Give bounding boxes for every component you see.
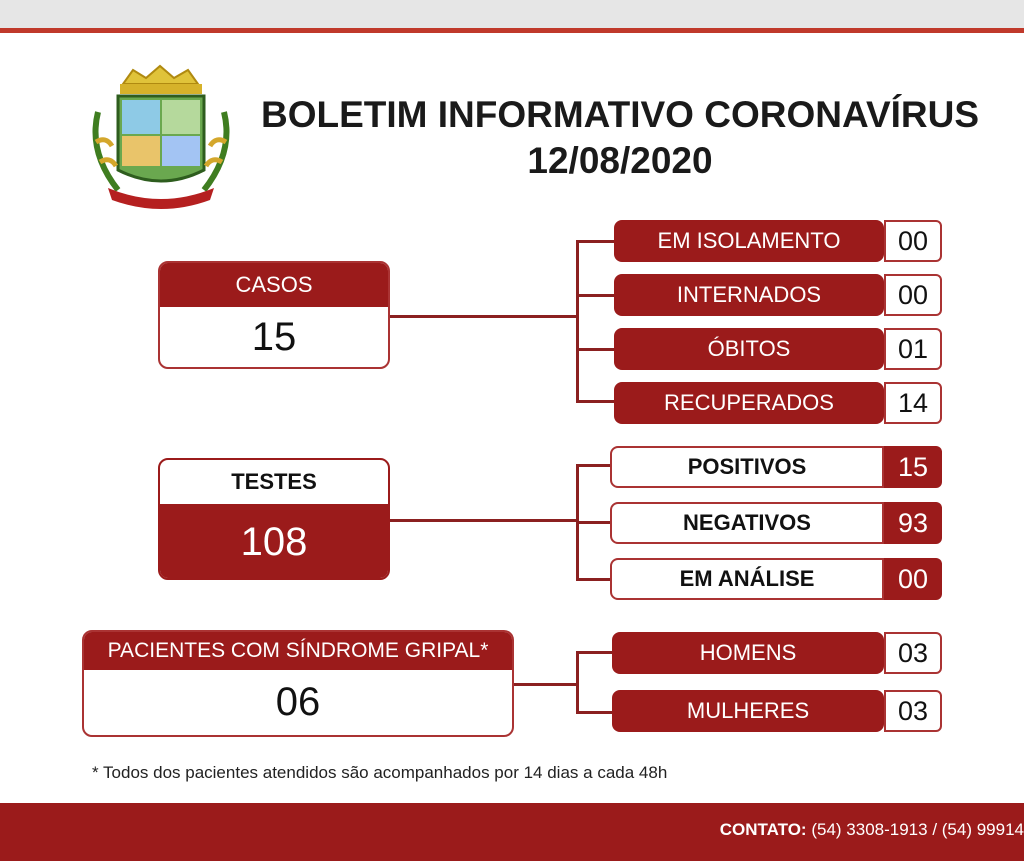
tick bbox=[576, 400, 616, 403]
tick bbox=[576, 294, 616, 297]
tick bbox=[576, 464, 612, 467]
testes-header: TESTES bbox=[231, 469, 317, 494]
contact-phones: (54) 3308-1913 / (54) 99914 bbox=[811, 820, 1024, 839]
top-bar bbox=[0, 0, 1024, 28]
stat-value-em-isolamento: 00 bbox=[884, 220, 942, 262]
tick bbox=[576, 348, 616, 351]
testes-card bbox=[158, 458, 390, 580]
stat-label-positivos: POSITIVOS bbox=[610, 446, 884, 488]
gripal-bracket bbox=[576, 651, 579, 713]
contact-label: CONTATO: bbox=[719, 820, 807, 839]
casos-value: 15 bbox=[251, 314, 297, 359]
stat-value-recuperados: 14 bbox=[884, 382, 942, 424]
footnote: * Todos dos pacientes atendidos são acompanhados por 14 dias a cada 48h bbox=[92, 763, 668, 782]
title-text: BOLETIM INFORMATIVO CORONAVÍRUS bbox=[260, 94, 980, 135]
stat-label-mulheres: MULHERES bbox=[612, 690, 884, 732]
testes-value: 108 bbox=[160, 504, 388, 580]
casos-header: CASOS bbox=[160, 263, 388, 307]
tick bbox=[576, 711, 614, 714]
stat-label-recuperados: RECUPERADOS bbox=[614, 382, 884, 424]
stat-label-obitos: ÓBITOS bbox=[614, 328, 884, 370]
stat-label-em-isolamento: EM ISOLAMENTO bbox=[614, 220, 884, 262]
tick bbox=[576, 578, 612, 581]
gripal-header: PACIENTES COM SÍNDROME GRIPAL* bbox=[84, 632, 512, 670]
stat-label-negativos: NEGATIVOS bbox=[610, 502, 884, 544]
casos-card bbox=[158, 261, 390, 369]
testes-connector bbox=[390, 519, 578, 522]
casos-connector bbox=[390, 315, 578, 318]
tick bbox=[576, 651, 614, 654]
stat-label-internados: INTERNADOS bbox=[614, 274, 884, 316]
tick bbox=[576, 240, 616, 243]
stat-value-positivos: 15 bbox=[884, 446, 942, 488]
stat-value-em-analise: 00 bbox=[884, 558, 942, 600]
title-date: 12/08/2020 bbox=[527, 140, 713, 181]
stat-value-mulheres: 03 bbox=[884, 690, 942, 732]
coat-of-arms-logo bbox=[78, 62, 243, 214]
stat-value-homens: 03 bbox=[884, 632, 942, 674]
top-accent-line bbox=[0, 28, 1024, 33]
stat-value-negativos: 93 bbox=[884, 502, 942, 544]
stat-value-obitos: 01 bbox=[884, 328, 942, 370]
casos-bracket bbox=[576, 240, 579, 402]
tick bbox=[576, 521, 612, 524]
stat-label-homens: HOMENS bbox=[612, 632, 884, 674]
stat-label-em-analise: EM ANÁLISE bbox=[610, 558, 884, 600]
contact-info bbox=[720, 820, 1024, 840]
gripal-connector bbox=[514, 683, 578, 686]
stat-value-internados: 00 bbox=[884, 274, 942, 316]
gripal-value: 06 bbox=[275, 680, 321, 724]
bulletin-title bbox=[240, 92, 1000, 184]
gripal-card bbox=[82, 630, 514, 737]
